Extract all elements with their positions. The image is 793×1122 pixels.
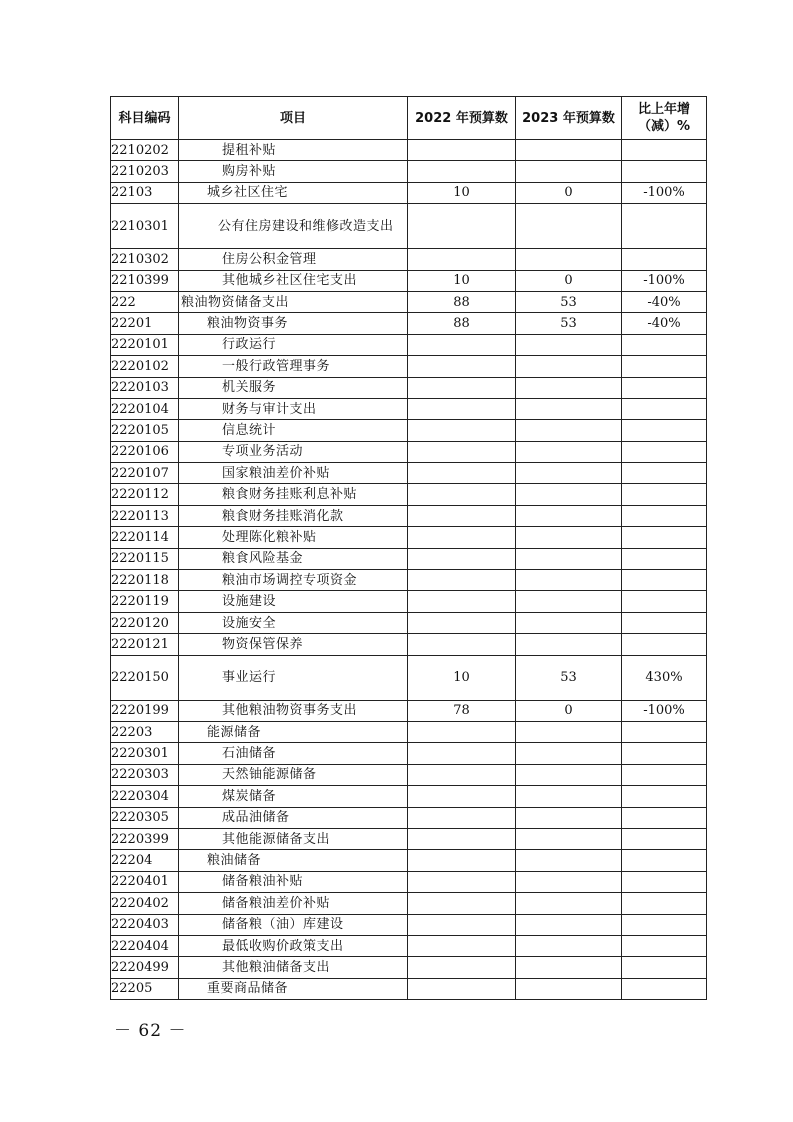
cell-item-name: 粮油市场调控专项资金 — [179, 570, 408, 591]
cell-item-name: 住房公积金管理 — [179, 249, 408, 270]
cell-budget-2023 — [516, 204, 622, 249]
header-item: 项目 — [179, 97, 408, 140]
cell-budget-2023 — [516, 743, 622, 764]
cell-change-pct — [622, 978, 707, 999]
cell-item-name: 国家粮油差价补贴 — [179, 463, 408, 484]
cell-budget-2022 — [408, 204, 516, 249]
cell-code: 2220105 — [111, 420, 179, 441]
cell-item-name: 石油储备 — [179, 743, 408, 764]
cell-item-name: 事业运行 — [179, 655, 408, 700]
cell-code: 2220104 — [111, 398, 179, 419]
header-budget-2022: 2022 年预算数 — [408, 97, 516, 140]
cell-code: 2220305 — [111, 807, 179, 828]
cell-code: 2220301 — [111, 743, 179, 764]
cell-budget-2022 — [408, 334, 516, 355]
table-row — [111, 182, 707, 203]
cell-budget-2022 — [408, 398, 516, 419]
cell-item-name: 天然铀能源储备 — [179, 764, 408, 785]
cell-item-name: 最低收购价政策支出 — [179, 935, 408, 956]
cell-budget-2023: 53 — [516, 655, 622, 700]
cell-budget-2023 — [516, 420, 622, 441]
cell-item-name — [179, 204, 408, 249]
cell-code: 2210399 — [111, 270, 179, 291]
cell-budget-2022 — [408, 914, 516, 935]
table-row — [111, 978, 707, 999]
cell-change-pct: -40% — [622, 313, 707, 334]
table-row — [111, 377, 707, 398]
cell-change-pct — [622, 721, 707, 742]
cell-change-pct: -100% — [622, 700, 707, 721]
cell-budget-2022 — [408, 786, 516, 807]
cell-code: 2220403 — [111, 914, 179, 935]
cell-budget-2023: 53 — [516, 291, 622, 312]
cell-code: 2220114 — [111, 527, 179, 548]
cell-budget-2023 — [516, 140, 622, 161]
cell-change-pct: 430% — [622, 655, 707, 700]
table-row — [111, 591, 707, 612]
cell-change-pct — [622, 161, 707, 182]
cell-item-name: 能源储备 — [179, 721, 408, 742]
cell-budget-2022 — [408, 548, 516, 569]
cell-change-pct — [622, 743, 707, 764]
cell-change-pct — [622, 634, 707, 655]
table-row — [111, 398, 707, 419]
table-row — [111, 356, 707, 377]
cell-budget-2023 — [516, 356, 622, 377]
cell-code: 22203 — [111, 721, 179, 742]
cell-item-name: 行政运行 — [179, 334, 408, 355]
cell-code: 2220303 — [111, 764, 179, 785]
cell-item-name: 储备粮油补贴 — [179, 871, 408, 892]
table-row — [111, 548, 707, 569]
cell-change-pct — [622, 377, 707, 398]
table-row — [111, 634, 707, 655]
cell-code: 2220120 — [111, 612, 179, 633]
table-row — [111, 291, 707, 312]
table-row — [111, 570, 707, 591]
cell-change-pct — [622, 612, 707, 633]
cell-code: 222 — [111, 291, 179, 312]
cell-code: 22201 — [111, 313, 179, 334]
cell-item-name: 城乡社区住宅 — [179, 182, 408, 203]
cell-budget-2022 — [408, 828, 516, 849]
cell-item-name: 粮油物资储备支出 — [179, 291, 408, 312]
cell-code: 2220112 — [111, 484, 179, 505]
cell-item-name: 重要商品储备 — [179, 978, 408, 999]
cell-budget-2023 — [516, 764, 622, 785]
cell-change-pct — [622, 807, 707, 828]
cell-code: 2220102 — [111, 356, 179, 377]
cell-budget-2023 — [516, 850, 622, 871]
table-row — [111, 161, 707, 182]
cell-item-name: 储备粮（油）库建设 — [179, 914, 408, 935]
cell-change-pct — [622, 764, 707, 785]
table-row — [111, 786, 707, 807]
cell-budget-2022 — [408, 140, 516, 161]
cell-code: 2220404 — [111, 935, 179, 956]
cell-budget-2022 — [408, 441, 516, 462]
cell-budget-2023 — [516, 807, 622, 828]
table-row — [111, 721, 707, 742]
cell-code: 2210301 — [111, 204, 179, 249]
cell-change-pct — [622, 527, 707, 548]
cell-change-pct — [622, 505, 707, 526]
table-row — [111, 484, 707, 505]
cell-budget-2022 — [408, 807, 516, 828]
cell-change-pct — [622, 398, 707, 419]
table-row — [111, 463, 707, 484]
cell-code: 2220115 — [111, 548, 179, 569]
cell-change-pct — [622, 140, 707, 161]
cell-budget-2023 — [516, 957, 622, 978]
table-row — [111, 270, 707, 291]
cell-item-name: 其他能源储备支出 — [179, 828, 408, 849]
cell-code: 2220119 — [111, 591, 179, 612]
cell-item-name: 粮食财务挂账利息补贴 — [179, 484, 408, 505]
cell-code: 2210202 — [111, 140, 179, 161]
cell-budget-2023 — [516, 463, 622, 484]
cell-budget-2022 — [408, 484, 516, 505]
table-row — [111, 743, 707, 764]
cell-item-name: 粮油储备 — [179, 850, 408, 871]
table-header-row — [111, 97, 707, 140]
header-budget-2023: 2023 年预算数 — [516, 97, 622, 140]
cell-item-name: 煤炭储备 — [179, 786, 408, 807]
table-row — [111, 893, 707, 914]
table-row — [111, 505, 707, 526]
cell-item-name: 粮食风险基金 — [179, 548, 408, 569]
table-row — [111, 871, 707, 892]
cell-budget-2022 — [408, 978, 516, 999]
item-name-text: 公有住房建设和维修改造支出 — [218, 218, 394, 234]
cell-budget-2022 — [408, 871, 516, 892]
cell-budget-2022 — [408, 591, 516, 612]
cell-change-pct — [622, 786, 707, 807]
cell-budget-2023: 0 — [516, 270, 622, 291]
cell-change-pct — [622, 356, 707, 377]
cell-budget-2022: 10 — [408, 655, 516, 700]
cell-change-pct — [622, 871, 707, 892]
table-row — [111, 957, 707, 978]
table-row — [111, 204, 707, 249]
page-number: － 62 － — [114, 1021, 187, 1041]
cell-budget-2022 — [408, 893, 516, 914]
cell-code: 2220103 — [111, 377, 179, 398]
cell-budget-2023 — [516, 377, 622, 398]
cell-item-name: 储备粮油差价补贴 — [179, 893, 408, 914]
cell-item-name: 粮油物资事务 — [179, 313, 408, 334]
cell-budget-2023: 53 — [516, 313, 622, 334]
cell-budget-2023: 0 — [516, 700, 622, 721]
cell-item-name: 设施安全 — [179, 612, 408, 633]
cell-budget-2022 — [408, 935, 516, 956]
cell-budget-2022 — [408, 957, 516, 978]
cell-budget-2022 — [408, 570, 516, 591]
cell-budget-2023 — [516, 721, 622, 742]
cell-budget-2023 — [516, 634, 622, 655]
cell-code: 2220304 — [111, 786, 179, 807]
cell-budget-2023 — [516, 570, 622, 591]
cell-code: 2220150 — [111, 655, 179, 700]
cell-code: 2220101 — [111, 334, 179, 355]
cell-budget-2022 — [408, 505, 516, 526]
cell-budget-2022 — [408, 527, 516, 548]
cell-budget-2023 — [516, 505, 622, 526]
cell-item-name: 粮食财务挂账消化款 — [179, 505, 408, 526]
cell-change-pct — [622, 957, 707, 978]
cell-budget-2022 — [408, 634, 516, 655]
cell-budget-2023 — [516, 786, 622, 807]
cell-budget-2022 — [408, 161, 516, 182]
table-row — [111, 828, 707, 849]
cell-code: 2210302 — [111, 249, 179, 270]
cell-change-pct — [622, 591, 707, 612]
cell-budget-2023 — [516, 871, 622, 892]
cell-code: 22204 — [111, 850, 179, 871]
cell-item-name: 机关服务 — [179, 377, 408, 398]
cell-change-pct — [622, 935, 707, 956]
cell-budget-2023 — [516, 484, 622, 505]
cell-budget-2023 — [516, 978, 622, 999]
cell-change-pct — [622, 463, 707, 484]
cell-item-name: 设施建设 — [179, 591, 408, 612]
cell-budget-2023 — [516, 935, 622, 956]
cell-budget-2022 — [408, 743, 516, 764]
cell-budget-2023 — [516, 591, 622, 612]
table-row — [111, 441, 707, 462]
cell-item-name: 信息统计 — [179, 420, 408, 441]
cell-change-pct — [622, 914, 707, 935]
cell-budget-2022 — [408, 463, 516, 484]
table-row — [111, 612, 707, 633]
table-row — [111, 140, 707, 161]
cell-budget-2022: 88 — [408, 313, 516, 334]
cell-code: 2220107 — [111, 463, 179, 484]
table-row — [111, 313, 707, 334]
cell-budget-2023 — [516, 527, 622, 548]
table-row — [111, 850, 707, 871]
table-row — [111, 807, 707, 828]
cell-code: 2210203 — [111, 161, 179, 182]
cell-budget-2022 — [408, 612, 516, 633]
cell-item-name: 一般行政管理事务 — [179, 356, 408, 377]
cell-item-name: 处理陈化粮补贴 — [179, 527, 408, 548]
cell-change-pct — [622, 420, 707, 441]
cell-budget-2022 — [408, 850, 516, 871]
cell-change-pct: -100% — [622, 270, 707, 291]
table-row — [111, 249, 707, 270]
cell-change-pct — [622, 548, 707, 569]
cell-change-pct — [622, 441, 707, 462]
table-row — [111, 764, 707, 785]
cell-change-pct — [622, 249, 707, 270]
cell-change-pct — [622, 850, 707, 871]
cell-code: 2220399 — [111, 828, 179, 849]
table-row — [111, 527, 707, 548]
header-change: 比上年增（减）% — [622, 97, 707, 140]
cell-change-pct — [622, 334, 707, 355]
table-row — [111, 334, 707, 355]
cell-item-name: 财务与审计支出 — [179, 398, 408, 419]
table-row — [111, 914, 707, 935]
cell-budget-2022 — [408, 721, 516, 742]
cell-budget-2022 — [408, 249, 516, 270]
table-body — [111, 140, 707, 1000]
table-row — [111, 420, 707, 441]
cell-change-pct — [622, 204, 707, 249]
cell-budget-2023 — [516, 612, 622, 633]
cell-code: 2220199 — [111, 700, 179, 721]
cell-item-name: 购房补贴 — [179, 161, 408, 182]
cell-item-name: 提租补贴 — [179, 140, 408, 161]
cell-budget-2023 — [516, 441, 622, 462]
cell-budget-2023 — [516, 398, 622, 419]
cell-item-name: 物资保管保养 — [179, 634, 408, 655]
cell-item-name: 其他城乡社区住宅支出 — [179, 270, 408, 291]
cell-budget-2022 — [408, 377, 516, 398]
cell-change-pct — [622, 893, 707, 914]
table-row — [111, 655, 707, 700]
cell-item-name: 其他粮油储备支出 — [179, 957, 408, 978]
cell-budget-2022 — [408, 764, 516, 785]
cell-budget-2022: 78 — [408, 700, 516, 721]
cell-budget-2023: 0 — [516, 182, 622, 203]
cell-code: 2220401 — [111, 871, 179, 892]
cell-change-pct — [622, 484, 707, 505]
cell-budget-2023 — [516, 249, 622, 270]
cell-budget-2023 — [516, 828, 622, 849]
cell-budget-2022: 10 — [408, 270, 516, 291]
cell-budget-2023 — [516, 161, 622, 182]
cell-change-pct: -40% — [622, 291, 707, 312]
cell-budget-2023 — [516, 914, 622, 935]
cell-code: 2220121 — [111, 634, 179, 655]
cell-item-name: 成品油储备 — [179, 807, 408, 828]
cell-budget-2023 — [516, 334, 622, 355]
cell-code: 22103 — [111, 182, 179, 203]
cell-budget-2023 — [516, 548, 622, 569]
cell-change-pct — [622, 570, 707, 591]
cell-item-name: 专项业务活动 — [179, 441, 408, 462]
cell-change-pct — [622, 828, 707, 849]
cell-budget-2022 — [408, 356, 516, 377]
cell-item-name: 其他粮油物资事务支出 — [179, 700, 408, 721]
cell-code: 2220118 — [111, 570, 179, 591]
cell-budget-2023 — [516, 893, 622, 914]
header-code: 科目编码 — [111, 97, 179, 140]
table-row — [111, 700, 707, 721]
budget-table — [110, 96, 707, 1000]
cell-code: 2220499 — [111, 957, 179, 978]
cell-budget-2022: 88 — [408, 291, 516, 312]
cell-code: 2220113 — [111, 505, 179, 526]
cell-code: 2220402 — [111, 893, 179, 914]
table-row — [111, 935, 707, 956]
cell-code: 22205 — [111, 978, 179, 999]
cell-budget-2022 — [408, 420, 516, 441]
cell-code: 2220106 — [111, 441, 179, 462]
cell-budget-2022: 10 — [408, 182, 516, 203]
cell-change-pct: -100% — [622, 182, 707, 203]
